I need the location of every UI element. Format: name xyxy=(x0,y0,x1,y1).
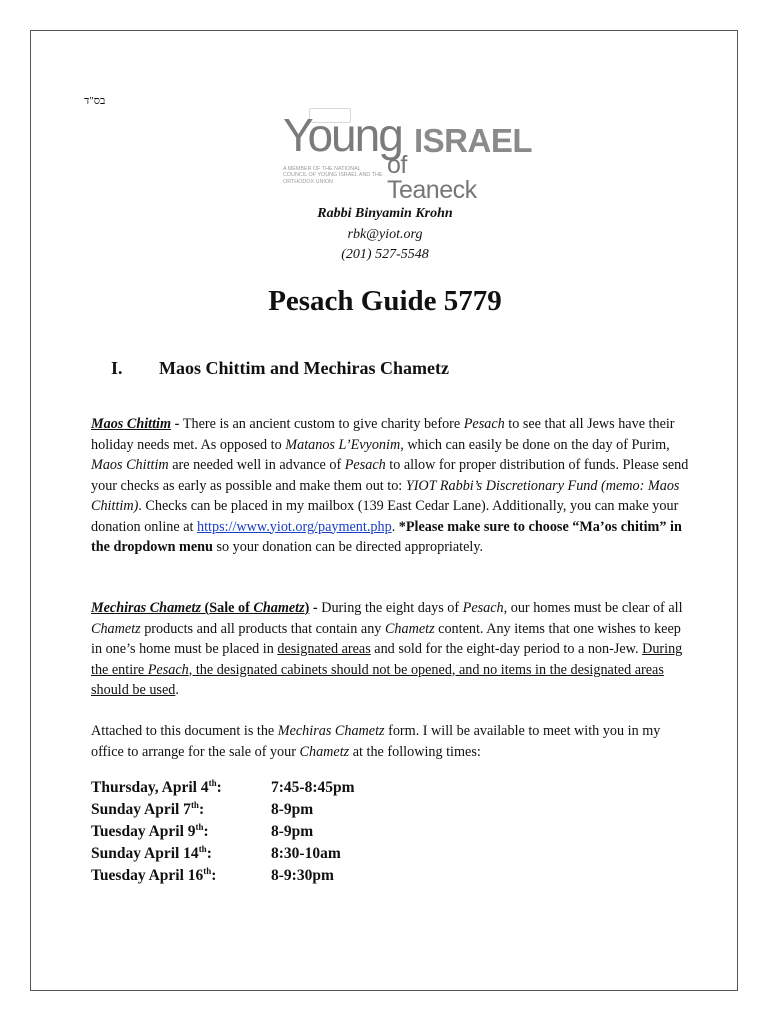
schedule-day: Sunday April 7th: xyxy=(91,800,205,818)
schedule-day: Tuesday April 9th: xyxy=(91,822,209,840)
schedule-time: 7:45-8:45pm xyxy=(271,779,355,796)
logo-teaneck-text: of Teaneck xyxy=(387,151,477,204)
schedule-time: 8-9pm xyxy=(271,801,314,818)
schedule-day: Sunday April 14th: xyxy=(91,844,212,862)
schedule-day: Tuesday April 16th: xyxy=(91,866,217,884)
schedule-time: 8-9:30pm xyxy=(271,867,334,884)
maos-chittim-heading: Maos Chittim xyxy=(91,416,172,432)
mechiras-chametz-paragraph: Mechiras Chametz (Sale of Chametz) - During the eight days of Pesach, our homes must be clear of all Chametz products and all products that contain any Chametz content. Any items that one wishes to keep in one’s home must be placed in designated areas and sold for the eight-day period to a non-Jew. During the entire Pesach, the designated cabinets should not be opened, and no items in the designated areas should be used. xyxy=(91,600,683,698)
schedule-time: 8:30-10am xyxy=(271,845,341,862)
bsd-notation: בס"ד xyxy=(84,95,106,107)
schedule-row xyxy=(91,777,511,799)
logo-tagline: A MEMBER OF THE NATIONAL COUNCIL OF YOUNG ISRAEL AND THE ORTHODOX UNION xyxy=(283,166,383,185)
payment-link[interactable]: https://www.yiot.org/payment.php xyxy=(197,518,392,535)
attached-form-paragraph: Attached to this document is the Mechiras Chametz form. I will be available to meet with you in my office to arrange for the sale of your Chametz at the following times: xyxy=(91,723,661,760)
section-number: I. xyxy=(111,358,123,378)
schedule-row xyxy=(91,821,511,843)
section-title: Maos Chittim and Mechiras Chametz xyxy=(159,358,449,378)
schedule-row xyxy=(91,799,511,821)
document-title: Pesach Guide 5779 xyxy=(268,285,502,317)
young-israel-logo xyxy=(283,100,533,204)
maos-chittim-paragraph: Maos Chittim - There is an ancient custom to give charity before Pesach to see that all Jews have their holiday needs met. As opposed to Matanos L’Evyonim, which can easily be done on the day of Purim, Maos Chittim are needed well in advance of Pesach to allow for proper distribution of funds. Please send your checks as early as possible and make them out to: YIOT Rabbi’s Discretionary Fund (memo: Maos Chittim). Checks can be placed in my mailbox (139 East Cedar Lane). Additionally, you can make your donation online at https://www.yiot.org/payment.php. *Please make sure to choose “Ma’os chitim” in the dropdown menu so your donation can be directed appropriately. xyxy=(91,416,689,555)
schedule-day: Thursday, April 4th: xyxy=(91,778,222,796)
schedule-time: 8-9pm xyxy=(271,823,314,840)
schedule-row xyxy=(91,843,511,865)
rabbi-name: Rabbi Binyamin Krohn xyxy=(317,206,453,221)
logo-israel-text: ISRAEL xyxy=(414,122,533,159)
rabbi-phone: (201) 527-5548 xyxy=(341,247,429,262)
mechiras-chametz-heading: Mechiras Chametz (Sale of Chametz) xyxy=(91,600,310,616)
logo-young-text: Young xyxy=(283,109,402,161)
schedule-row xyxy=(91,865,511,887)
designated-areas-warning: During the entire Pesach, the designated cabinets should not be opened, and no items in the designated areas should be used xyxy=(91,641,683,698)
dropdown-instruction: *Please make sure to choose “Ma’os chitim” in the dropdown menu xyxy=(91,518,682,555)
rabbi-email: rbk@yiot.org xyxy=(347,227,423,242)
